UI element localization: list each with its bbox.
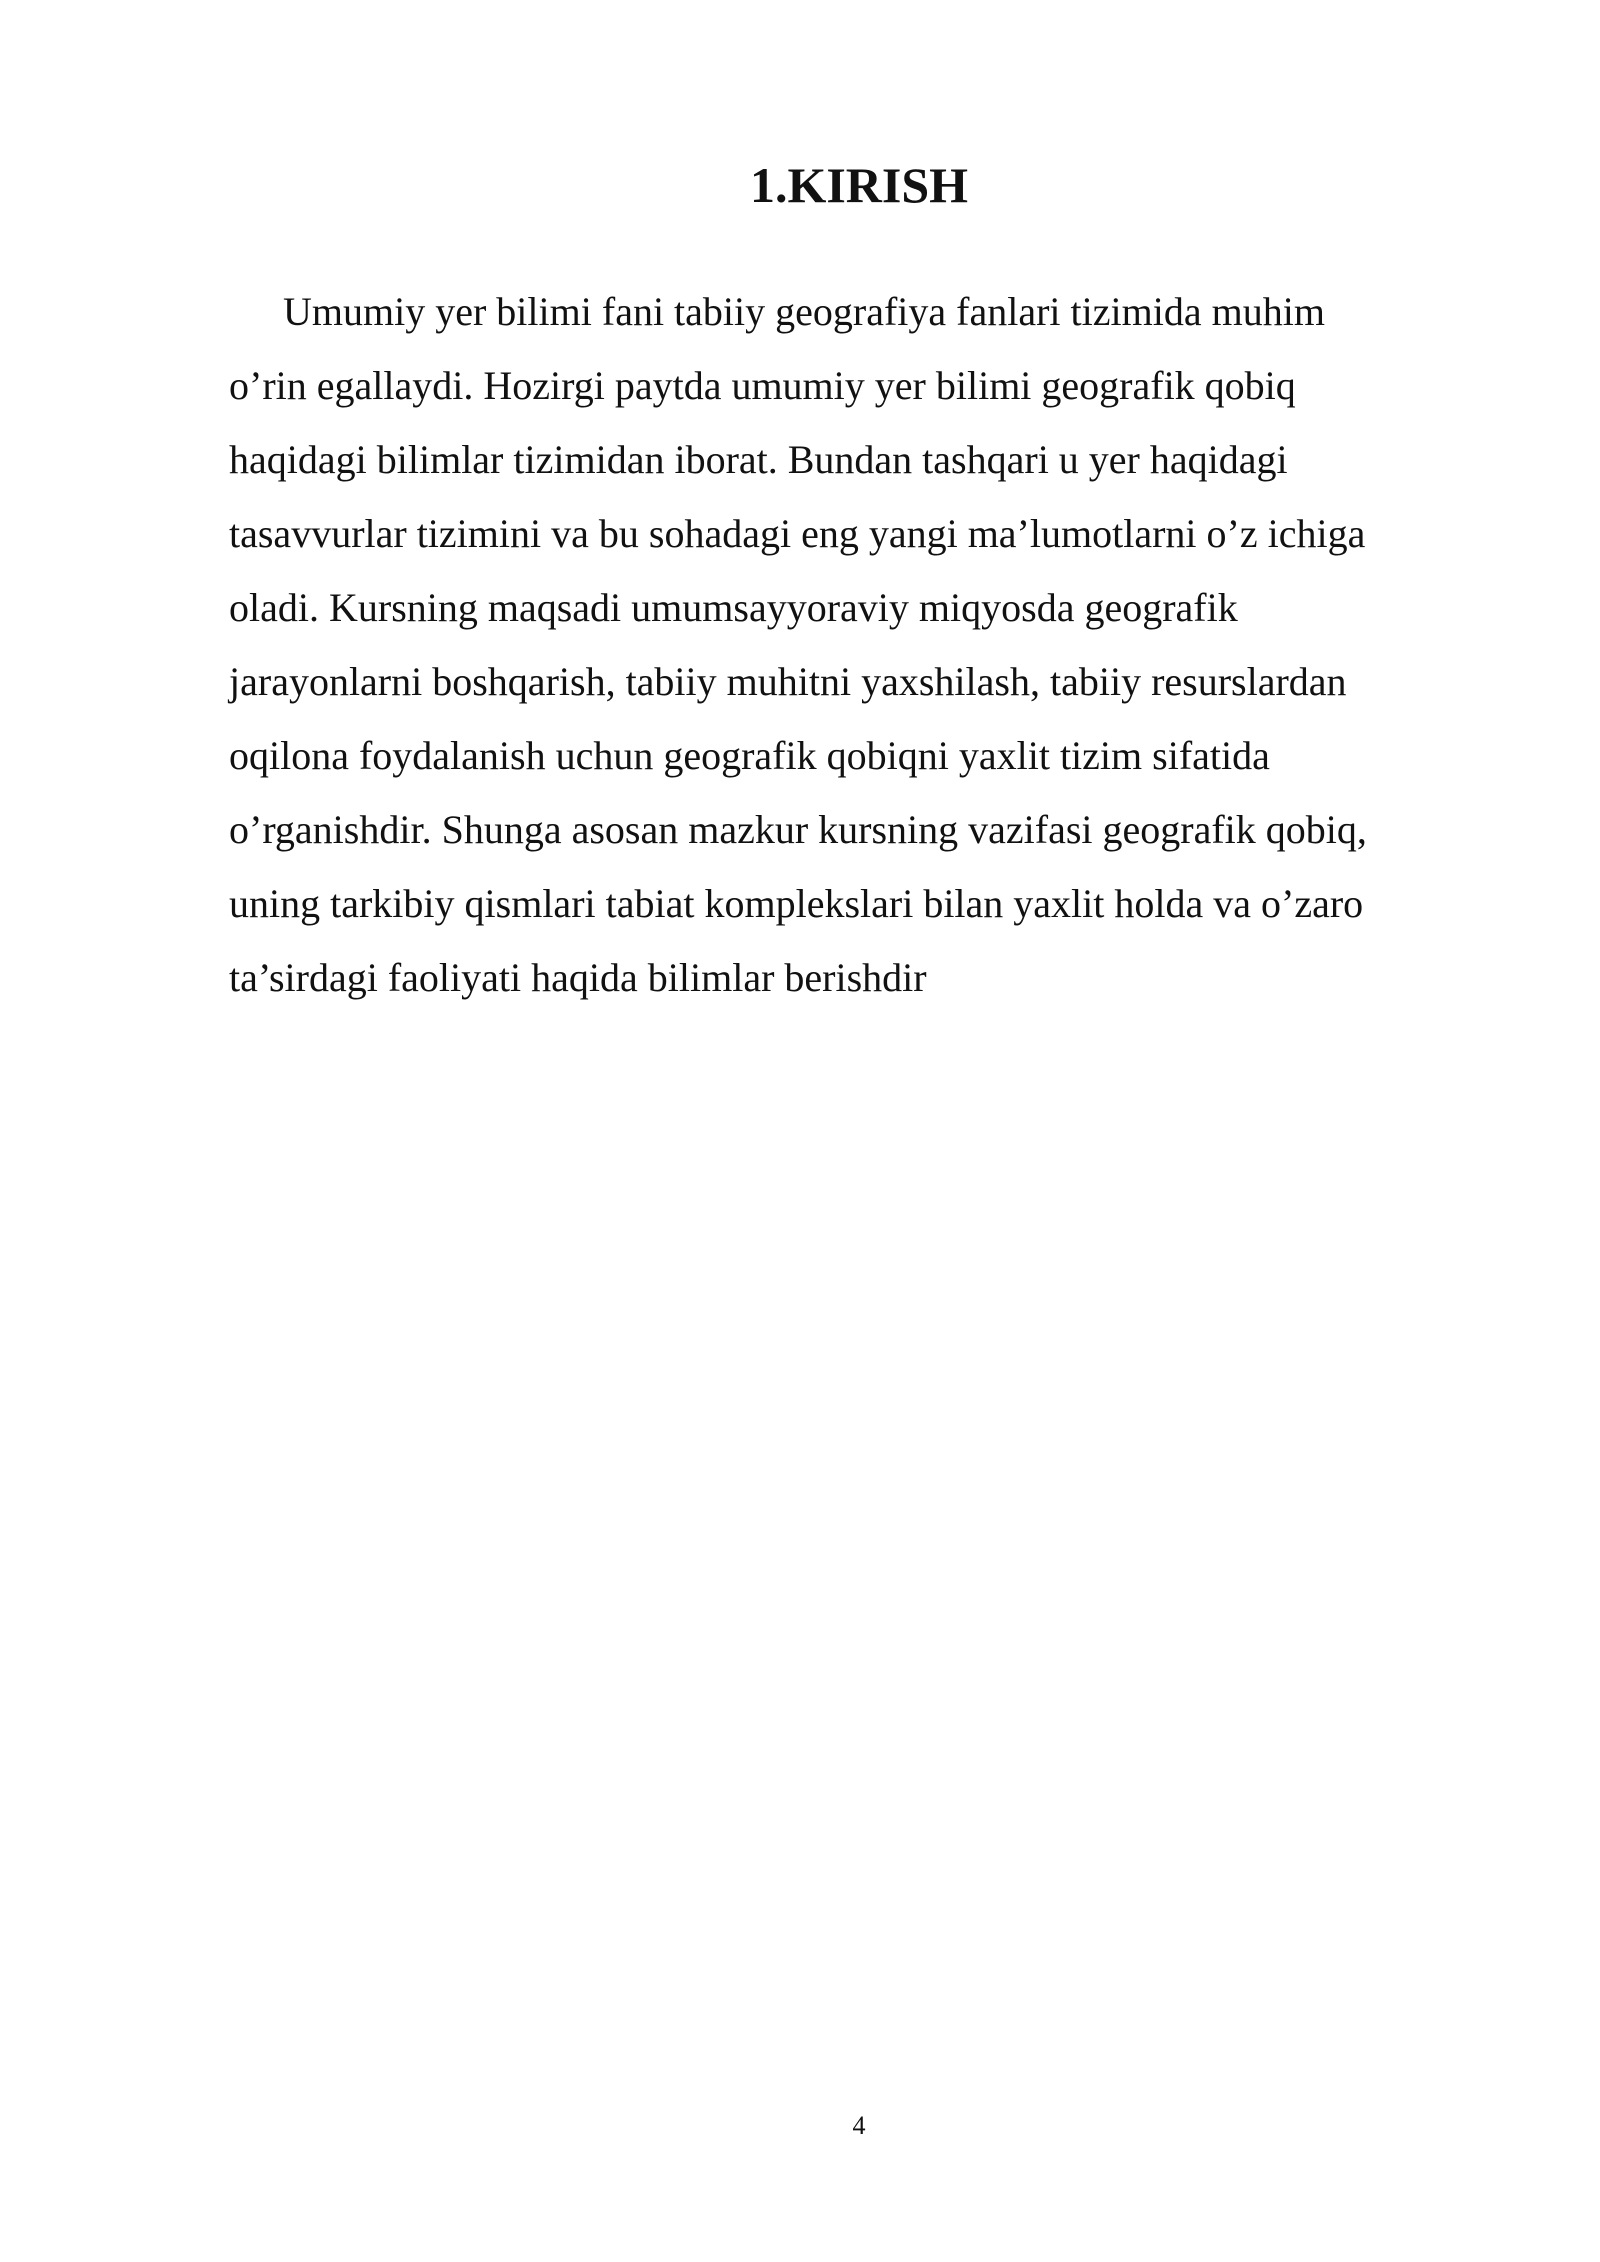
- page-number: 4: [852, 2111, 866, 2140]
- paragraph-line: oladi. Kursning maqsadi umumsayyoraviy miqyosda geografik: [229, 585, 1238, 630]
- section-heading: 1.KIRISH: [749, 157, 969, 213]
- intro-paragraph: [229, 275, 1489, 1015]
- paragraph-line: haqidagi bilimlar tizimidan iborat. Bundan tashqari u yer haqidagi: [229, 437, 1288, 482]
- paragraph-line: o’rganishdir. Shunga asosan mazkur kursning vazifasi geografik qobiq,: [229, 807, 1367, 852]
- paragraph-line: oqilona foydalanish uchun geografik qobiqni yaxlit tizim sifatida: [229, 733, 1270, 778]
- paragraph-line: Umumiy yer bilimi fani tabiiy geografiya fanlari tizimida muhim: [283, 289, 1325, 334]
- paragraph-line: ta’sirdagi faoliyati haqida bilimlar berishdir: [229, 955, 927, 1000]
- paragraph-line: o’rin egallaydi. Hozirgi paytda umumiy yer bilimi geografik qobiq: [229, 363, 1296, 408]
- paragraph-line: tasavvurlar tizimini va bu sohadagi eng yangi ma’lumotlarni o’z ichiga: [229, 511, 1366, 556]
- paragraph-line: uning tarkibiy qismlari tabiat komplekslari bilan yaxlit holda va o’zaro: [229, 881, 1364, 926]
- paragraph-line: jarayonlarni boshqarish, tabiiy muhitni yaxshilash, tabiiy resurslardan: [229, 659, 1347, 704]
